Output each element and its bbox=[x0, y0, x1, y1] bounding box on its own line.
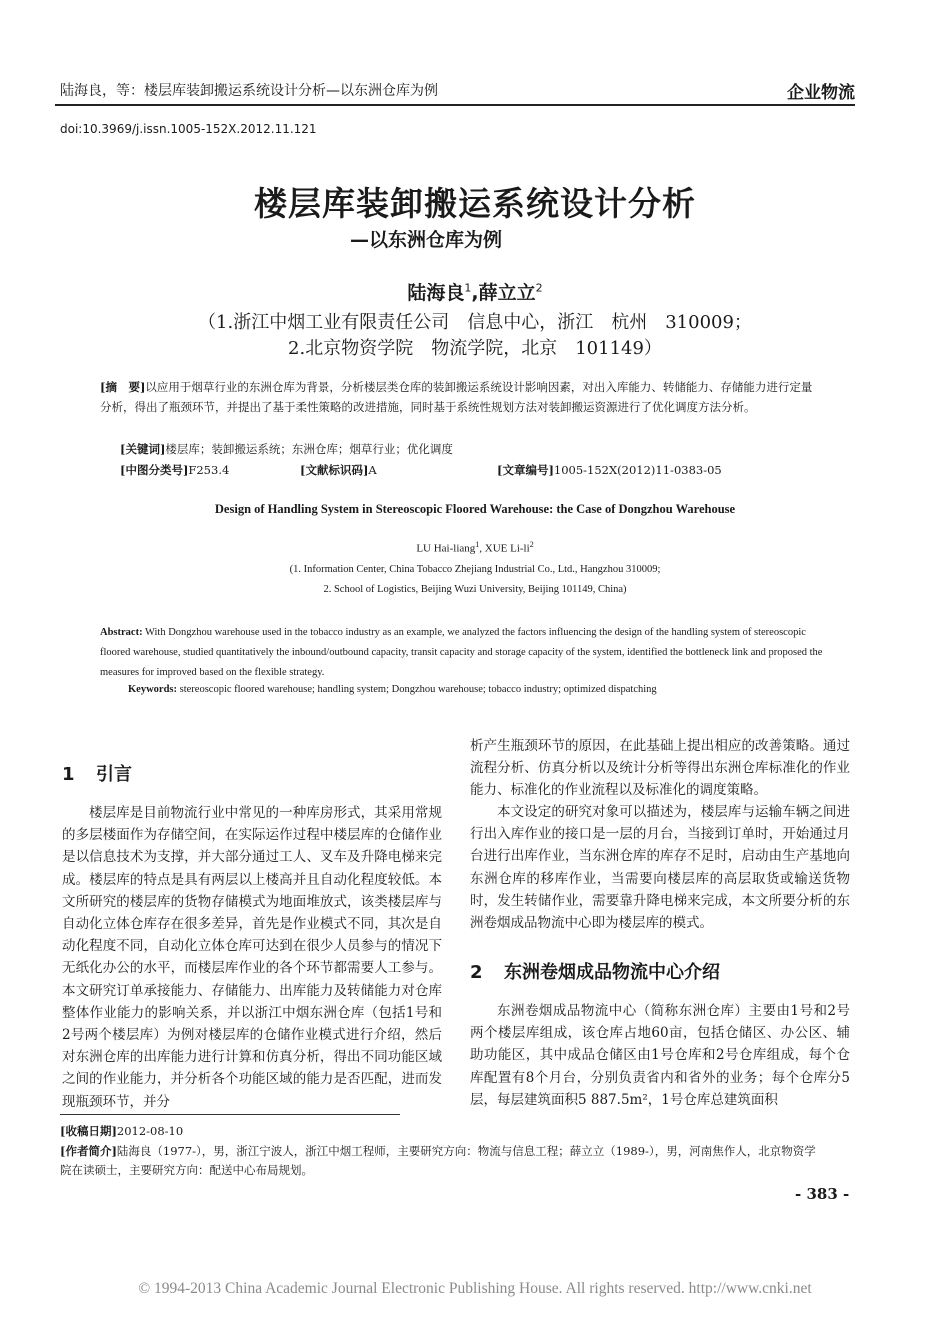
footnote-divider bbox=[60, 1114, 400, 1115]
english-title: Design of Handling System in Stereoscopic Floored Warehouse: the Case of Dongzhou Warehouse bbox=[214, 502, 736, 516]
copyright-footer: © 1994-2013 China Academic Journal Electronic Publishing House. All rights reserved. http://www.cnki.net bbox=[138, 1280, 812, 1297]
chinese-abstract bbox=[100, 377, 820, 417]
keywords-label: [关键词] bbox=[120, 442, 166, 456]
section-number: 1 bbox=[62, 764, 75, 785]
body-paragraph: 本文设定的研究对象可以描述为，楼层库与运输车辆之间进行出入库作业的接口是一层的月台，当接到订单时，开始通过月台进行出库作业，当东洲仓库的库存不足时，启动由生产基地向东洲仓库的移库作业，当需要向楼层库的高层取货或输送货物时，发生转储作业，需要靠升降电梯来完成，本文所要分析的东洲卷烟成品物流中心即为楼层库的模式。 bbox=[470, 804, 850, 932]
author-bio bbox=[60, 1142, 820, 1180]
author-bio-text: 陆海良（1977-），男，浙江宁波人，浙江中烟工程师，主要研究方向：物流与信息工程；薛立立（1989-），男，河南焦作人，北京物资学院在读硕士，主要研究方向：配送中心布局规划。 bbox=[60, 1144, 816, 1177]
abstract-text: With Dongzhou warehouse used in the tobacco industry as an example, we analyzed the factors influencing the design of the handling system of stereoscopic floored warehouse, studied quantitatively the inbound/outbound capacity, transit capacity and storage capacity of the system, identified the bottleneck link and proposed the measures for improved based on the flexible strategy. bbox=[100, 627, 823, 678]
article-number bbox=[497, 462, 722, 478]
section-heading bbox=[470, 958, 720, 984]
english-affiliation-line: (1. Information Center, China Tobacco Zhejiang Industrial Co., Ltd., Hangzhou 310009; bbox=[289, 564, 661, 575]
abstract-label: [摘 要] bbox=[100, 380, 146, 394]
paper-title: 楼层库装卸搬运系统设计分析 bbox=[254, 184, 696, 223]
document-code bbox=[300, 462, 377, 478]
received-date bbox=[60, 1122, 820, 1141]
journal-column-name: 企业物流 bbox=[787, 83, 855, 103]
english-authors bbox=[0, 540, 950, 555]
affiliation-line: 2.北京物资学院 物流学院，北京 101149） bbox=[288, 338, 662, 359]
author-name: 陆海良 bbox=[407, 282, 465, 304]
paper-subtitle: —以东洲仓库为例 bbox=[350, 229, 503, 251]
english-abstract bbox=[100, 623, 830, 683]
body-paragraph: 东洲卷烟成品物流中心（简称东洲仓库）主要由1号和2号两个楼层库组成，该仓库占地60亩，包括仓储区、办公区、辅助功能区，其中成品仓储区由1号仓库和2号仓库组成，每个仓库配置有8个月台，分别负责省内和省外的业务；每个仓库分5层，每层建筑面积5 887.5m²，1号仓库总建筑面积 bbox=[470, 1003, 850, 1108]
author-bio-label: [作者简介] bbox=[60, 1144, 117, 1158]
clc-label: [中图分类号] bbox=[120, 463, 189, 477]
doc-code-value: A bbox=[368, 463, 377, 477]
affiliation-mark: 2 bbox=[529, 540, 534, 549]
section-heading bbox=[62, 760, 132, 786]
article-number-value: 1005-152X(2012)11-0383-05 bbox=[553, 463, 722, 477]
article-number-label: [文章编号] bbox=[497, 463, 554, 477]
section-title: 引言 bbox=[96, 764, 132, 785]
abstract-label: Abstract: bbox=[100, 627, 143, 638]
section-title: 东洲卷烟成品物流中心介绍 bbox=[504, 962, 720, 983]
section-number: 2 bbox=[470, 962, 483, 983]
running-header-left: 陆海良，等：楼层库装卸搬运系统设计分析—以东洲仓库为例 bbox=[60, 83, 438, 99]
author-separator: , bbox=[479, 542, 485, 555]
author-name: 薛立立 bbox=[478, 282, 536, 304]
english-keywords bbox=[128, 684, 657, 695]
affiliation-mark: 2 bbox=[535, 281, 543, 295]
author-name: LU Hai-liang bbox=[416, 542, 476, 555]
author-name: XUE Li-li bbox=[484, 542, 530, 555]
clc-value: F253.4 bbox=[188, 463, 230, 477]
keywords-text: 楼层库；装卸搬运系统；东洲仓库；烟草行业；优化调度 bbox=[165, 442, 453, 456]
keywords-text: stereoscopic floored warehouse; handling system; Dongzhou warehouse; tobacco industry; optimized dispatching bbox=[179, 684, 657, 695]
body-paragraph: 楼层库是目前物流行业中常见的一种库房形式，其采用常规的多层楼面作为存储空间，在实际运作过程中楼层库的仓储作业是以信息技术为支撑，并大部分通过工人、叉车及升降电梯来完成。楼层库的特点是具有两层以上楼高并且自动化程度较低。本文所研究的楼层库的货物存储模式为地面堆放式，该类楼层库与自动化立体仓库存在很多差异，首先是作业模式不同，其次是自动化程度不同，自动化立体仓库可达到在很少人员参与的情况下无纸化办公的水平，而楼层库作业的各个环节都需要人工参与。本文研究订单承接能力、存储能力、出库能力及转储能力对仓库整体作业能力的影响关系，并以浙江中烟东洲仓库（包括1号和2号两个楼层库）为例对楼层库的仓储作业模式进行介绍，然后对东洲仓库的出库能力进行计算和仿真分析，得出不同功能区域之间的作业能力，并分析各个功能区域的能力是否匹配，进而发现瓶颈环节，并分 bbox=[62, 805, 442, 1110]
author-separator: , bbox=[471, 282, 479, 304]
affiliation-line: （1.浙江中烟工业有限责任公司 信息中心，浙江 杭州 310009； bbox=[198, 312, 752, 333]
abstract-text: 以应用于烟草行业的东洲仓库为背景，分析楼层类仓库的装卸搬运系统设计影响因素，对出入库能力、转储能力、存储能力进行定量分析，得出了瓶颈环节，并提出了基于柔性策略的改进措施，同时基于系统性规划方法对装卸搬运资源进行了优化调度方法分析。 bbox=[100, 380, 813, 414]
received-label: [收稿日期] bbox=[60, 1124, 117, 1138]
page-number: - 383 - bbox=[795, 1185, 850, 1203]
body-paragraph: 析产生瓶颈环节的原因，在此基础上提出相应的改善策略。通过流程分析、仿真分析以及统计分析等得出东洲仓库标准化的作业能力、标准化的作业流程以及标准化的调度策略。 bbox=[470, 738, 850, 799]
doi: doi:10.3969/j.issn.1005-152X.2012.11.121 bbox=[60, 122, 317, 136]
affiliation-mark: 1 bbox=[475, 540, 480, 549]
doc-code-label: [文献标识码] bbox=[300, 463, 369, 477]
received-value: 2012-08-10 bbox=[116, 1124, 184, 1138]
header-divider bbox=[55, 104, 855, 106]
authors bbox=[0, 278, 950, 305]
keywords-label: Keywords: bbox=[128, 684, 177, 695]
chinese-keywords bbox=[120, 441, 453, 457]
clc-number bbox=[120, 462, 229, 478]
affiliation-mark: 1 bbox=[464, 281, 472, 295]
english-affiliation-line: 2. School of Logistics, Beijing Wuzi University, Beijing 101149, China) bbox=[323, 584, 627, 595]
